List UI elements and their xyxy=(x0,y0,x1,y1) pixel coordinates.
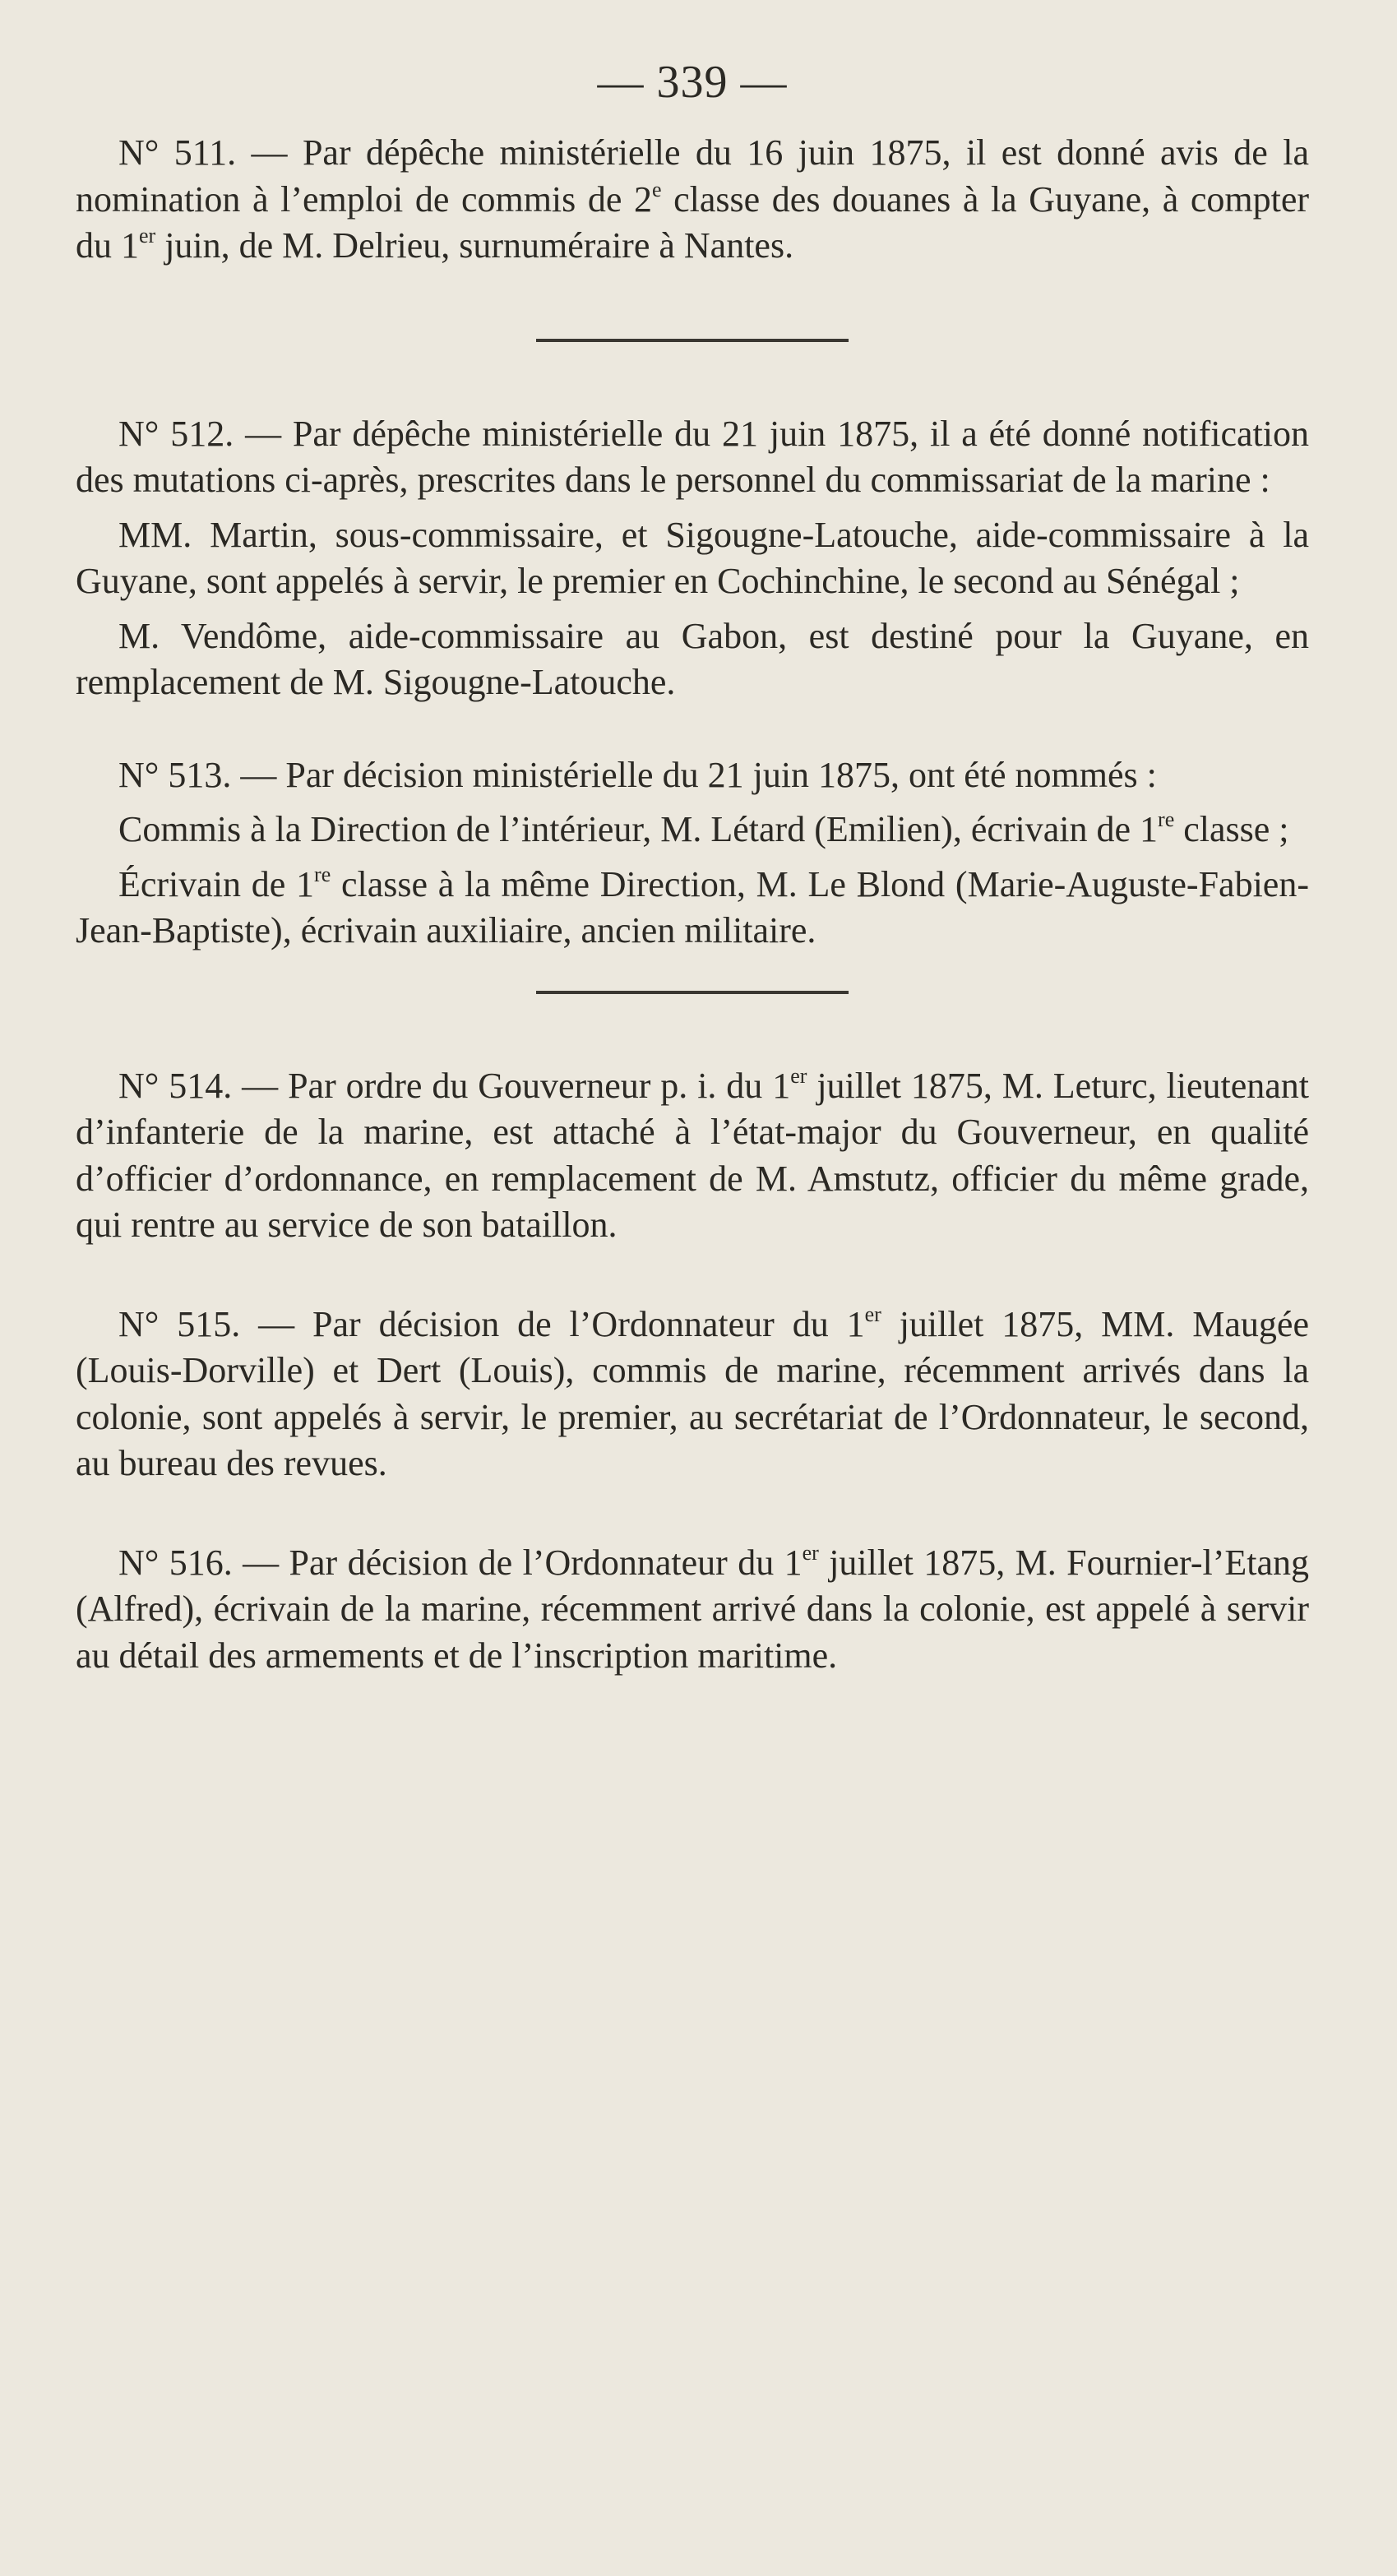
text-run: N° 514. — Par ordre du Gouverneur p. i. du 1 xyxy=(118,1065,791,1106)
text-run: Écrivain de 1 xyxy=(118,863,315,904)
page-number: — 339 — xyxy=(597,57,788,108)
text-run: N° 516. — Par décision de l’Ordonnateur du 1 xyxy=(118,1542,803,1583)
notice-516 xyxy=(76,1540,1309,1680)
notice-512 xyxy=(76,411,1309,706)
text-run: classe à la même Direction, M. Le Blond (Marie-Auguste-Fabien-Jean-Baptiste), écrivain auxiliaire, ancien militaire. xyxy=(76,863,1309,950)
text-run: juillet 1875, MM. Maugée (Louis-Dorville) et Dert (Louis), commis de marine, récemment arrivés dans la colonie, sont appelés à servir, le premier, au secrétariat de l’Ordonnateur, le second, au bureau des revues. xyxy=(76,1303,1309,1483)
notice-516-paragraph-1 xyxy=(76,1540,1309,1680)
superscript: er xyxy=(139,224,156,247)
text-run: Commis à la Direction de l’intérieur, M. Létard (Emilien), écrivain de 1 xyxy=(118,809,1159,849)
notice-514-paragraph-1 xyxy=(76,1063,1309,1249)
superscript: er xyxy=(802,1540,819,1565)
notice-515-paragraph-1 xyxy=(76,1302,1309,1487)
superscript: re xyxy=(1158,807,1175,831)
notice-512-paragraph-2: MM. Martin, sous-commissaire, et Sigougne-Latouche, aide-commissaire à la Guyane, sont appelés à servir, le premier en Cochinchine, le second au Sénégal ; xyxy=(76,514,1309,601)
text-run: juillet 1875, M. Fournier-l’Etang (Alfred), écrivain de la marine, récemment arrivé dans la colonie, est appelé à servir au détail des armements et de l’inscription maritime. xyxy=(76,1542,1309,1676)
text-run: N° 511. — Par dépêche ministérielle du 16 juin 1875, il est donné avis de la nomination à l’emploi de commis de 2 xyxy=(76,132,1309,220)
notice-511 xyxy=(76,130,1309,270)
text-run: classe des douanes à la Guyane, à compter du 1 xyxy=(76,178,1310,266)
notice-513-paragraph-1: N° 513. — Par décision ministérielle du 21 juin 1875, ont été nommés : xyxy=(118,754,1157,795)
text-run: juillet 1875, M. Leturc, lieutenant d’infanterie de la marine, est attaché à l’état-major du Gouverneur, en qualité d’officier d’ordonnance, en remplacement de M. Amstutz, officier du même grade, qui rentre au service de son bataillon. xyxy=(76,1065,1309,1245)
document-page xyxy=(76,49,1309,1679)
notice-513-paragraph-3 xyxy=(76,862,1309,955)
superscript: er xyxy=(864,1302,881,1326)
superscript: e xyxy=(652,177,662,201)
notice-514 xyxy=(76,1063,1309,1249)
notice-513-paragraph-2 xyxy=(76,807,1309,853)
text-run: classe ; xyxy=(1174,809,1289,849)
notice-511-paragraph-1 xyxy=(76,130,1309,270)
notice-515 xyxy=(76,1302,1309,1487)
notice-513 xyxy=(76,752,1309,955)
notice-512-paragraph-3: M. Vendôme, aide-commissaire au Gabon, est destiné pour la Guyane, en remplacement de M. Sigougne-Latouche. xyxy=(76,615,1309,702)
superscript: re xyxy=(314,862,331,886)
superscript: er xyxy=(790,1063,807,1088)
notice-512-paragraph-1: N° 512. — Par dépêche ministérielle du 21 juin 1875, il a été donné notification des mutations ci-après, prescrites dans le personnel du commissariat de la marine : xyxy=(76,413,1309,500)
text-run: N° 515. — Par décision de l’Ordonnateur du 1 xyxy=(118,1303,865,1344)
text-run: juin, de M. Delrieu, surnuméraire à Nantes. xyxy=(155,225,794,266)
